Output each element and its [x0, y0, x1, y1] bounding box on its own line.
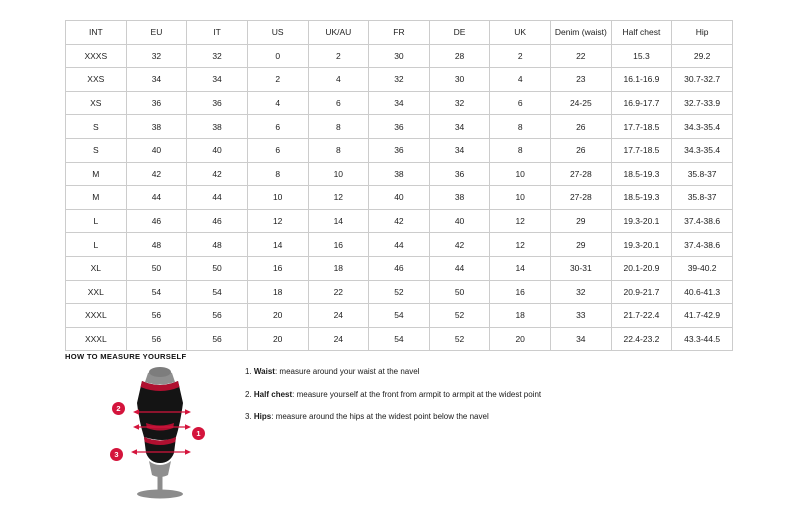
table-cell: 10 [247, 186, 308, 210]
table-cell: 32.7-33.9 [672, 91, 733, 115]
measure-note-number: 1. [245, 367, 252, 376]
column-header: DE [429, 21, 490, 45]
table-cell: 18.5-19.3 [611, 186, 672, 210]
table-cell: 50 [187, 256, 248, 280]
table-cell: 8 [308, 138, 369, 162]
table-cell: 4 [247, 91, 308, 115]
table-cell: 16 [308, 233, 369, 257]
measure-note [245, 412, 725, 422]
table-cell: 20.1-20.9 [611, 256, 672, 280]
table-cell: 27-28 [551, 162, 612, 186]
table-header-row [66, 21, 733, 45]
measure-note-term: Half chest [253, 389, 293, 399]
table-cell: 30.7-32.7 [672, 68, 733, 92]
column-header: US [247, 21, 308, 45]
table-cell: 10 [490, 186, 551, 210]
mannequin-illustration [85, 365, 235, 500]
how-to-measure-heading: HOW TO MEASURE YOURSELF [65, 352, 187, 361]
table-header [66, 21, 733, 45]
measure-notes-list [245, 367, 725, 435]
table-row [66, 44, 733, 68]
table-row [66, 68, 733, 92]
table-cell: M [66, 162, 127, 186]
table-cell: 54 [126, 280, 187, 304]
table-cell: 54 [369, 304, 430, 328]
measure-note-text: : measure yourself at the front from armpit to armpit at the widest point [292, 389, 542, 399]
table-cell: S [66, 115, 127, 139]
table-row [66, 91, 733, 115]
table-cell: 29 [551, 233, 612, 257]
table-cell: 46 [369, 256, 430, 280]
table-cell: 28 [429, 44, 490, 68]
measure-note-number: 3. [245, 412, 252, 422]
table-cell: 14 [490, 256, 551, 280]
table-cell: 46 [187, 209, 248, 233]
table-row [66, 209, 733, 233]
column-header: UK [490, 21, 551, 45]
table-cell: 36 [369, 138, 430, 162]
size-chart-table [65, 20, 733, 351]
table-cell: 34 [551, 327, 612, 351]
table-row [66, 186, 733, 210]
table-cell: 43.3-44.5 [672, 327, 733, 351]
table-cell: XXS [66, 68, 127, 92]
table-cell: 18.5-19.3 [611, 162, 672, 186]
callout-1: 1 [192, 427, 205, 440]
table-cell: 18 [308, 256, 369, 280]
column-header: Half chest [611, 21, 672, 45]
table-cell: 44 [126, 186, 187, 210]
table-cell: 8 [308, 115, 369, 139]
table-cell: 54 [187, 280, 248, 304]
table-row [66, 304, 733, 328]
table-cell: 33 [551, 304, 612, 328]
table-cell: S [66, 138, 127, 162]
table-cell: 24 [308, 304, 369, 328]
table-cell: 24 [308, 327, 369, 351]
table-cell: 24-25 [551, 91, 612, 115]
table-cell: 40 [369, 186, 430, 210]
callout-2: 2 [112, 402, 125, 415]
table-cell: M [66, 186, 127, 210]
callout-3: 3 [110, 448, 123, 461]
table-cell: 50 [126, 256, 187, 280]
table-cell: 36 [126, 91, 187, 115]
table-cell: 20 [247, 327, 308, 351]
table-row [66, 138, 733, 162]
table-cell: 22 [551, 44, 612, 68]
table-cell: 4 [490, 68, 551, 92]
table-cell: 56 [187, 327, 248, 351]
table-cell: 38 [126, 115, 187, 139]
table-cell: 12 [308, 186, 369, 210]
table-cell: 40 [126, 138, 187, 162]
table-cell: 56 [126, 327, 187, 351]
table-cell: 42 [126, 162, 187, 186]
table-cell: 20 [247, 304, 308, 328]
table-cell: 42 [187, 162, 248, 186]
table-body [66, 44, 733, 351]
table-cell: 21.7-22.4 [611, 304, 672, 328]
table-cell: 19.3-20.1 [611, 209, 672, 233]
table-cell: 44 [429, 256, 490, 280]
table-cell: 15.3 [611, 44, 672, 68]
table-cell: 34 [369, 91, 430, 115]
table-cell: 42 [429, 233, 490, 257]
table-cell: 20 [490, 327, 551, 351]
table-cell: XXXS [66, 44, 127, 68]
table-cell: 8 [490, 115, 551, 139]
table-cell: 4 [308, 68, 369, 92]
table-cell: 23 [551, 68, 612, 92]
column-header: FR [369, 21, 430, 45]
table-cell: 6 [308, 91, 369, 115]
table-cell: 38 [369, 162, 430, 186]
table-cell: 26 [551, 115, 612, 139]
table-cell: 46 [126, 209, 187, 233]
measure-note-term: Waist [253, 367, 275, 376]
table-cell: 34.3-35.4 [672, 138, 733, 162]
table-cell: 38 [187, 115, 248, 139]
column-header: INT [66, 21, 127, 45]
table-cell: 12 [247, 209, 308, 233]
table-cell: XXXL [66, 304, 127, 328]
table-cell: 36 [187, 91, 248, 115]
table-cell: XXL [66, 280, 127, 304]
measure-note-number: 2. [245, 389, 252, 399]
table-cell: 2 [247, 68, 308, 92]
table-row [66, 115, 733, 139]
table-cell: 30 [369, 44, 430, 68]
table-cell: 12 [490, 233, 551, 257]
table-cell: 41.7-42.9 [672, 304, 733, 328]
table-cell: 37.4-38.6 [672, 233, 733, 257]
table-cell: 29.2 [672, 44, 733, 68]
column-header: IT [187, 21, 248, 45]
table-cell: 30 [429, 68, 490, 92]
table-cell: 37.4-38.6 [672, 209, 733, 233]
table-cell: 18 [247, 280, 308, 304]
table-cell: 48 [126, 233, 187, 257]
measure-note-term: Hips [253, 412, 272, 422]
table-row [66, 280, 733, 304]
measure-note-text: : measure around your waist at the navel [274, 367, 420, 376]
table-cell: XL [66, 256, 127, 280]
table-cell: 22 [308, 280, 369, 304]
table-cell: 17.7-18.5 [611, 115, 672, 139]
table-cell: 56 [126, 304, 187, 328]
table-row [66, 256, 733, 280]
table-cell: 34 [429, 115, 490, 139]
table-cell: 10 [490, 162, 551, 186]
table-cell: 22.4-23.2 [611, 327, 672, 351]
table-cell: 19.3-20.1 [611, 233, 672, 257]
table-cell: 12 [490, 209, 551, 233]
column-header: UK/AU [308, 21, 369, 45]
mannequin-svg [85, 365, 235, 500]
table-cell: 38 [429, 186, 490, 210]
table-cell: 27-28 [551, 186, 612, 210]
table-cell: 8 [247, 162, 308, 186]
table-cell: 29 [551, 209, 612, 233]
table-cell: 56 [187, 304, 248, 328]
table-cell: 26 [551, 138, 612, 162]
table-cell: 14 [308, 209, 369, 233]
table-cell: 40 [187, 138, 248, 162]
table-cell: 8 [490, 138, 551, 162]
table-cell: L [66, 233, 127, 257]
table-cell: 40.6-41.3 [672, 280, 733, 304]
table-cell: 44 [369, 233, 430, 257]
table-cell: 32 [429, 91, 490, 115]
table-cell: 20.9-21.7 [611, 280, 672, 304]
table-cell: 16.1-16.9 [611, 68, 672, 92]
table-cell: 17.7-18.5 [611, 138, 672, 162]
table-cell: 52 [369, 280, 430, 304]
table-cell: 36 [369, 115, 430, 139]
table-cell: 18 [490, 304, 551, 328]
table-cell: 16.9-17.7 [611, 91, 672, 115]
table-cell: 32 [369, 68, 430, 92]
measure-note [245, 390, 725, 400]
table-cell: 34.3-35.4 [672, 115, 733, 139]
table-cell: 39-40.2 [672, 256, 733, 280]
table-cell: L [66, 209, 127, 233]
table-cell: 34 [429, 138, 490, 162]
measure-note-text: : measure around the hips at the widest point below the navel [271, 412, 489, 422]
table-cell: 35.8-37 [672, 162, 733, 186]
table-row [66, 162, 733, 186]
table-row [66, 327, 733, 351]
table-cell: 52 [429, 304, 490, 328]
table-cell: 34 [187, 68, 248, 92]
table-cell: 34 [126, 68, 187, 92]
table-cell: 16 [490, 280, 551, 304]
table-cell: XXXL [66, 327, 127, 351]
table-cell: 6 [490, 91, 551, 115]
table-cell: 0 [247, 44, 308, 68]
table-cell: 35.8-37 [672, 186, 733, 210]
table-cell: 54 [369, 327, 430, 351]
table-cell: 16 [247, 256, 308, 280]
size-chart-container [65, 20, 733, 351]
table-cell: 42 [369, 209, 430, 233]
table-cell: 32 [551, 280, 612, 304]
table-cell: 2 [490, 44, 551, 68]
table-cell: XS [66, 91, 127, 115]
measure-note [245, 367, 725, 377]
table-cell: 14 [247, 233, 308, 257]
table-cell: 6 [247, 115, 308, 139]
table-cell: 6 [247, 138, 308, 162]
table-row [66, 233, 733, 257]
table-cell: 10 [308, 162, 369, 186]
table-cell: 52 [429, 327, 490, 351]
table-cell: 32 [187, 44, 248, 68]
table-cell: 30-31 [551, 256, 612, 280]
table-cell: 40 [429, 209, 490, 233]
table-cell: 2 [308, 44, 369, 68]
table-cell: 48 [187, 233, 248, 257]
column-header: Hip [672, 21, 733, 45]
table-cell: 50 [429, 280, 490, 304]
column-header: EU [126, 21, 187, 45]
how-to-measure-section [65, 365, 735, 505]
column-header: Denim (waist) [551, 21, 612, 45]
table-cell: 32 [126, 44, 187, 68]
table-cell: 44 [187, 186, 248, 210]
table-cell: 36 [429, 162, 490, 186]
